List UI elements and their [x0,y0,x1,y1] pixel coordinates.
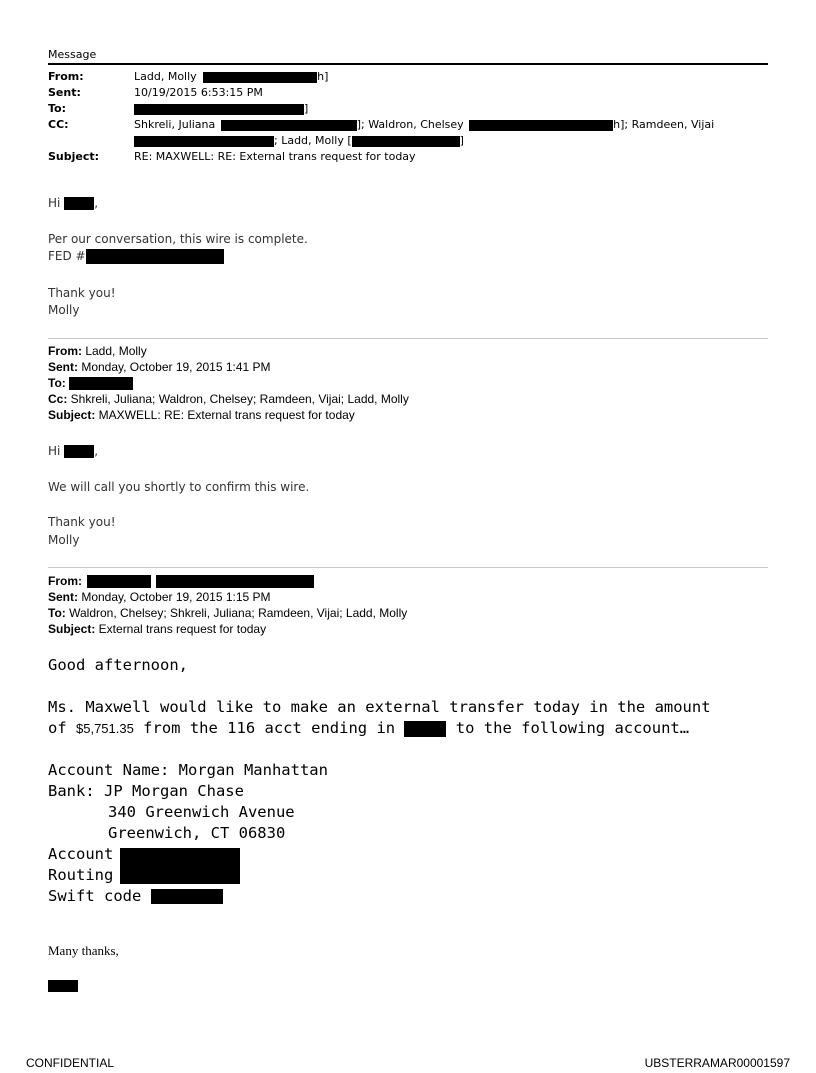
to-suffix: ] [304,102,309,115]
quote1-from [48,344,147,358]
bates-number: UBSTERRAMAR00001597 [644,1056,790,1070]
redaction [469,120,613,131]
greeting: Good afternoon, [48,656,188,674]
sent-label: Sent: [48,86,81,99]
cc-value: Shkreli, Juliana; Waldron, Chelsey; Ramdeen, Vijai; Ladd, Molly [67,392,409,406]
quote1-sent [48,360,271,374]
from-name: Ladd, Molly [134,70,197,83]
message-label: Message [48,48,97,61]
to-label: To: [48,376,66,390]
to-value: Waldron, Chelsey; Shkreli, Juliana; Ramdeen, Vijai; Ladd, Molly [65,606,408,620]
thanks-line: Thank you! [48,515,116,529]
from-label: From: [48,574,82,588]
quote2-to [48,606,407,620]
cc-name: h]; Ramdeen, Vijai [613,118,715,131]
redaction [203,72,317,83]
greeting-text: Hi [48,444,61,458]
fed-label: FED # [48,249,86,263]
quote2-subject [48,622,266,636]
to-label: To: [48,102,66,115]
greeting-comma: , [94,196,99,210]
from-value [134,70,328,83]
cc-value-line1 [134,118,714,131]
quote2-sent [48,590,271,604]
confidential-label: CONFIDENTIAL [26,1056,115,1070]
account-name: Account Name: Morgan Manhattan [48,761,328,779]
account-label: Account [48,845,114,863]
transfer-paragraph-line2 [48,719,689,737]
closing: Many thanks, [48,943,119,958]
cc-label: Cc: [48,392,68,406]
routing-label: Routing [48,866,114,884]
redaction [156,575,314,588]
text-fragment: of [48,719,76,737]
cc-name: Shkreli, Juliana [134,118,216,131]
signature: Molly [48,303,80,317]
subject-label: Subject: [48,408,96,422]
sent-value: Monday, October 19, 2015 1:15 PM [78,590,271,604]
redaction [48,980,78,992]
subject-value: External trans request for today [95,622,267,636]
sent-label: Sent: [48,590,78,604]
cc-value-line2 [134,134,464,147]
redaction [64,445,94,458]
subject-label: Subject: [48,150,100,163]
cc-label: CC: [48,118,69,131]
transfer-paragraph-line1: Ms. Maxwell would like to make an external transfer today in the amount [48,698,711,716]
redaction [134,104,304,115]
from-value: Ladd, Molly [82,344,147,358]
subject-value: RE: MAXWELL: RE: External trans request for today [134,150,416,163]
greeting-comma: , [94,444,99,458]
to-label: To: [48,606,66,620]
swift-label: Swift code [48,887,151,905]
redaction [134,136,274,147]
quote2-from [48,574,314,588]
redaction [404,721,446,737]
quote1-subject [48,408,355,422]
bank-name: Bank: JP Morgan Chase [48,782,244,800]
redaction [221,120,357,131]
text-fragment: to the following account… [446,719,690,737]
cc-name: ]; Waldron, Chelsey [356,118,464,131]
redaction [86,249,224,264]
from-label: From: [48,344,82,358]
text-fragment: from the 116 acct ending in [133,719,405,737]
swift-line [48,887,223,905]
sent-value: 10/19/2015 6:53:15 PM [134,86,263,99]
address-line1: 340 Greenwich Avenue [108,803,295,821]
quote1-cc [48,392,409,406]
quote-divider [48,338,768,339]
greeting-text: Hi [48,196,61,210]
cc-suffix: ] [459,134,464,147]
cc-name: ; Ladd, Molly [ [274,134,352,147]
redaction [64,197,94,210]
greeting [48,444,98,458]
sent-label: Sent: [48,360,78,374]
body-line: Per our conversation, this wire is complete. [48,232,308,246]
from-suffix: h] [317,70,329,83]
thanks-line: Thank you! [48,286,116,300]
redaction [151,889,223,904]
header-divider [48,63,768,65]
transfer-amount: $5,751.35 [76,721,134,736]
from-label: From: [48,70,84,83]
address-line2: Greenwich, CT 06830 [108,824,286,842]
redaction [87,575,151,588]
quote1-to [48,376,133,390]
signature: Molly [48,533,80,547]
redaction [120,848,240,884]
redaction [352,136,460,147]
greeting [48,196,98,210]
fed-line [48,249,224,264]
sent-value: Monday, October 19, 2015 1:41 PM [78,360,271,374]
subject-label: Subject: [48,622,96,636]
subject-value: MAXWELL: RE: External trans request for today [95,408,355,422]
to-value [134,102,308,115]
quote-divider [48,567,768,568]
body-line: We will call you shortly to confirm this wire. [48,480,310,494]
redaction [69,377,133,390]
